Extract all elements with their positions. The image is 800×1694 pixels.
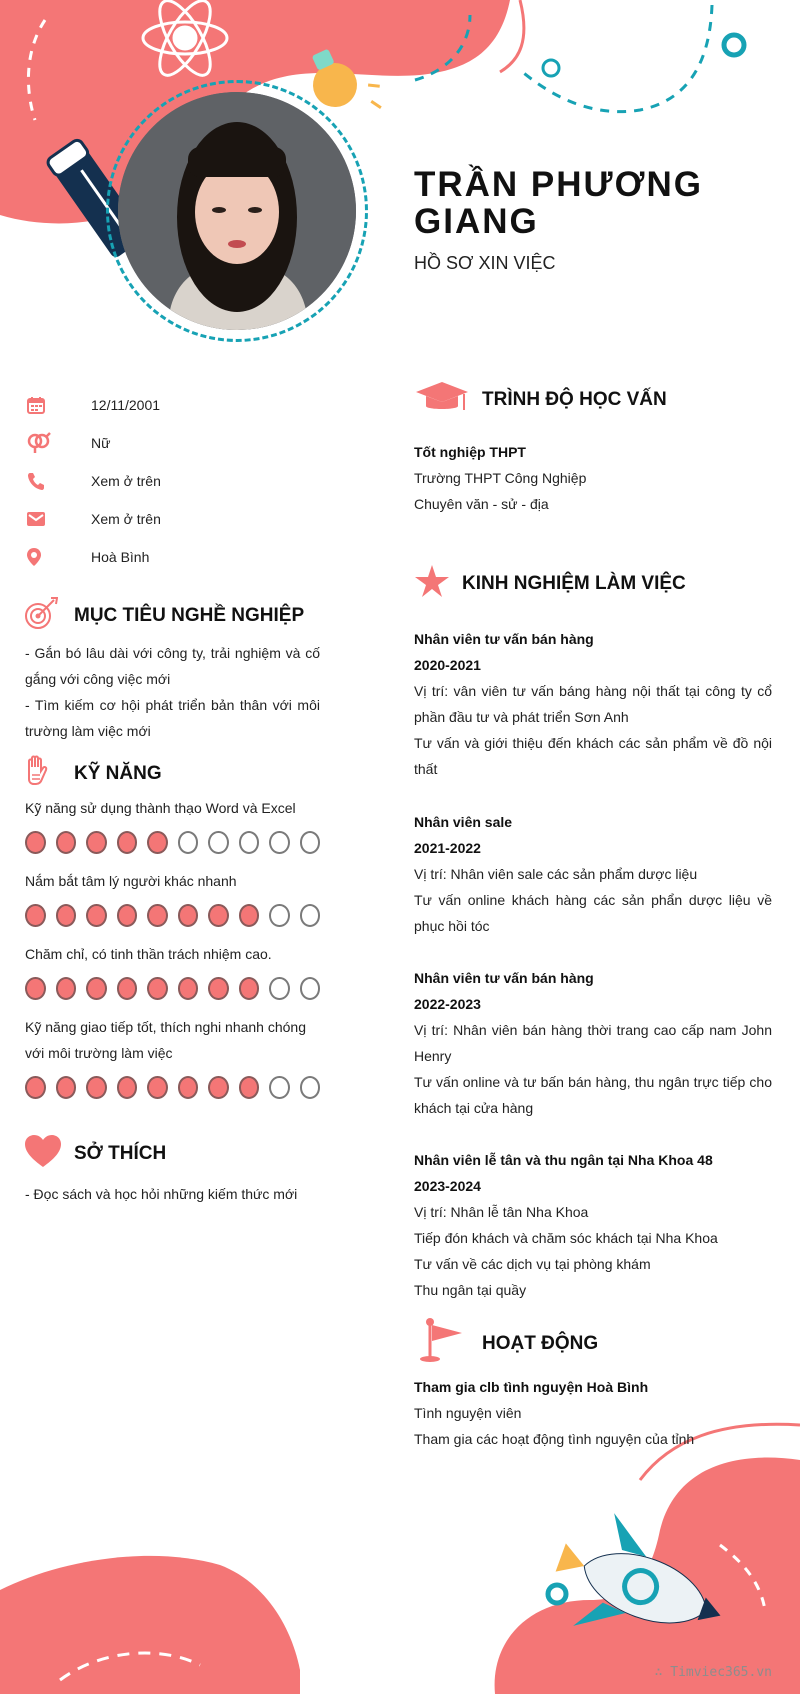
rating-dot-filled [86, 831, 107, 854]
rating-dot-filled [56, 831, 77, 854]
contact-address [26, 538, 356, 576]
rating-dot-filled [25, 831, 46, 854]
rating-dot-empty [300, 831, 321, 854]
job-title: Nhân viên lễ tân và thu ngân tại Nha Khoa 48 [414, 1152, 713, 1168]
skill-item [25, 795, 320, 854]
hand-icon [24, 755, 74, 792]
skill-item [25, 941, 320, 1000]
email-icon [26, 506, 66, 532]
rating-dot-empty [269, 977, 290, 1000]
contact-birthday [26, 386, 356, 424]
education-entry [414, 439, 772, 517]
education-major: Chuyên văn - sử - địa [414, 496, 549, 512]
skill-name: Chăm chỉ, có tinh thần trách nhiệm cao. [25, 946, 272, 962]
document-subtitle: HỒ SƠ XIN VIỆC [414, 253, 556, 273]
job-line: Vị trí: Nhân viên bán hàng thời trang cao cấp nam John Henry [414, 1022, 772, 1064]
rating-dot-filled [86, 1076, 107, 1099]
activities-heading [414, 1317, 598, 1370]
rating-dot-filled [56, 1076, 77, 1099]
rating-dot-empty [239, 831, 260, 854]
job-line: Vị trí: Nhân viên sale các sản phẩm dược liệu [414, 866, 698, 882]
skill-rating [25, 1076, 320, 1099]
objective-text [25, 640, 320, 744]
skill-rating [25, 904, 320, 927]
location-pin-icon [26, 544, 66, 570]
heart-icon [24, 1134, 74, 1173]
job-period: 2020-2021 [414, 657, 481, 673]
job-entry [414, 1147, 772, 1303]
education-heading [414, 380, 667, 419]
rating-dot-filled [178, 904, 199, 927]
rating-dot-filled [208, 1076, 229, 1099]
skill-rating [25, 977, 320, 1000]
education-title: TRÌNH ĐỘ HỌC VẤN [482, 388, 667, 410]
address-value: Hoà Bình [91, 549, 150, 565]
rating-dot-filled [117, 904, 138, 927]
contact-gender [26, 424, 356, 462]
skill-item [25, 868, 320, 927]
activity-entry [414, 1374, 772, 1452]
rating-dot-filled [178, 1076, 199, 1099]
rating-dot-empty [269, 1076, 290, 1099]
job-title: Nhân viên sale [414, 814, 513, 830]
job-line: Thu ngân tại quầy [414, 1282, 527, 1298]
objective-title: MỤC TIÊU NGHỀ NGHIỆP [74, 604, 305, 626]
hobbies-title: SỞ THÍCH [74, 1142, 167, 1164]
job-period: 2021-2022 [414, 840, 481, 856]
skills-heading [24, 755, 162, 792]
rating-dot-empty [269, 831, 290, 854]
rating-dot-empty [300, 904, 321, 927]
hobbies-heading [24, 1134, 166, 1173]
rating-dot-filled [25, 977, 46, 1000]
rating-dot-filled [25, 904, 46, 927]
rating-dot-filled [147, 977, 168, 1000]
activity-desc: Tham gia các hoạt động tình nguyện của tỉnh [414, 1431, 695, 1447]
calendar-icon [26, 392, 66, 418]
job-line: Tư vấn online và tư bấn bán hàng, thu ngân trực tiếp cho khách tại cửa hàng [414, 1074, 772, 1116]
skill-name: Kỹ năng giao tiếp tốt, thích nghi nhanh chóng với môi trường làm việc [25, 1019, 306, 1061]
rating-dot-filled [239, 1076, 260, 1099]
rating-dot-filled [86, 977, 107, 1000]
avatar-image [118, 92, 356, 330]
rating-dot-empty [208, 831, 229, 854]
experience-title: KINH NGHIỆM LÀM VIỆC [462, 572, 686, 594]
job-entry [414, 809, 772, 939]
rating-dot-empty [300, 977, 321, 1000]
contact-phone [26, 462, 356, 500]
job-period: 2023-2024 [414, 1178, 481, 1194]
activity-name: Tham gia clb tình nguyện Hoà Bình [414, 1379, 649, 1395]
job-title: Nhân viên tư vấn bán hàng [414, 970, 594, 986]
job-entry [414, 626, 772, 782]
graduation-cap-icon [414, 380, 482, 419]
education-degree: Tốt nghiệp THPT [414, 444, 526, 460]
objective-heading [24, 596, 304, 635]
flag-icon [414, 1317, 482, 1370]
rating-dot-filled [239, 977, 260, 1000]
rating-dot-filled [178, 977, 199, 1000]
avatar [118, 92, 356, 330]
contact-email [26, 500, 356, 538]
activities-title: HOẠT ĐỘNG [482, 1332, 599, 1354]
rating-dot-empty [269, 904, 290, 927]
job-entry [414, 965, 772, 1121]
skill-name: Kỹ năng sử dụng thành thạo Word và Excel [25, 800, 296, 816]
rating-dot-filled [25, 1076, 46, 1099]
rating-dot-filled [117, 1076, 138, 1099]
rating-dot-filled [56, 904, 77, 927]
activity-role: Tình nguyện viên [414, 1405, 522, 1421]
phone-value: Xem ở trên [91, 473, 161, 489]
rating-dot-empty [178, 831, 199, 854]
job-line: Tiếp đón khách và chăm sóc khách tại Nha Khoa [414, 1230, 718, 1246]
hobbies-text: - Đọc sách và học hỏi những kiếm thức mới [25, 1186, 298, 1202]
rating-dot-filled [117, 831, 138, 854]
site-watermark: ∴ Timviec365.vn [654, 1665, 772, 1680]
gender-value: Nữ [91, 435, 111, 451]
birthday-value: 12/11/2001 [91, 397, 161, 413]
job-line: Tư vấn và giới thiệu đến khách các sản phẩm về đồ nội thất [414, 735, 772, 777]
contact-info [26, 386, 356, 576]
rating-dot-filled [147, 1076, 168, 1099]
rating-dot-filled [147, 831, 168, 854]
rating-dot-filled [56, 977, 77, 1000]
skill-name: Nắm bắt tâm lý người khác nhanh [25, 873, 237, 889]
rating-dot-filled [147, 904, 168, 927]
job-title: Nhân viên tư vấn bán hàng [414, 631, 594, 647]
experience-heading [414, 564, 686, 603]
gender-icon [26, 430, 66, 456]
education-school: Trường THPT Công Nghiệp [414, 470, 587, 486]
skills-title: KỸ NĂNG [74, 762, 162, 784]
star-icon [414, 564, 462, 603]
rating-dot-filled [117, 977, 138, 1000]
objective-line: - Tìm kiếm cơ hội phát triển bản thân với môi trường làm việc mới [25, 697, 320, 739]
candidate-name: TRẦN PHƯƠNG GIANG [414, 165, 703, 241]
job-line: Tư vấn về các dịch vụ tại phòng khám [414, 1256, 651, 1272]
rating-dot-filled [239, 904, 260, 927]
job-line: Vị trí: vân viên tư vấn báng hàng nội thất tại công ty cổ phần đầu tư và phát triển Sơn Anh [414, 683, 772, 725]
email-value: Xem ở trên [91, 511, 161, 527]
rating-dot-filled [208, 977, 229, 1000]
rating-dot-empty [300, 1076, 321, 1099]
job-line: Vị trí: Nhân lễ tân Nha Khoa [414, 1204, 589, 1220]
rating-dot-filled [86, 904, 107, 927]
job-line: Tư vấn online khách hàng các sản phẩn dược liệu về phục hồi tóc [414, 892, 772, 934]
skill-item [25, 1014, 320, 1099]
phone-icon [26, 468, 66, 494]
target-icon [24, 596, 74, 635]
job-period: 2022-2023 [414, 996, 481, 1012]
objective-line: - Gắn bó lâu dài với công ty, trải nghiệm và cố gắng với công việc mới [25, 645, 320, 687]
skill-rating [25, 831, 320, 854]
rating-dot-filled [208, 904, 229, 927]
